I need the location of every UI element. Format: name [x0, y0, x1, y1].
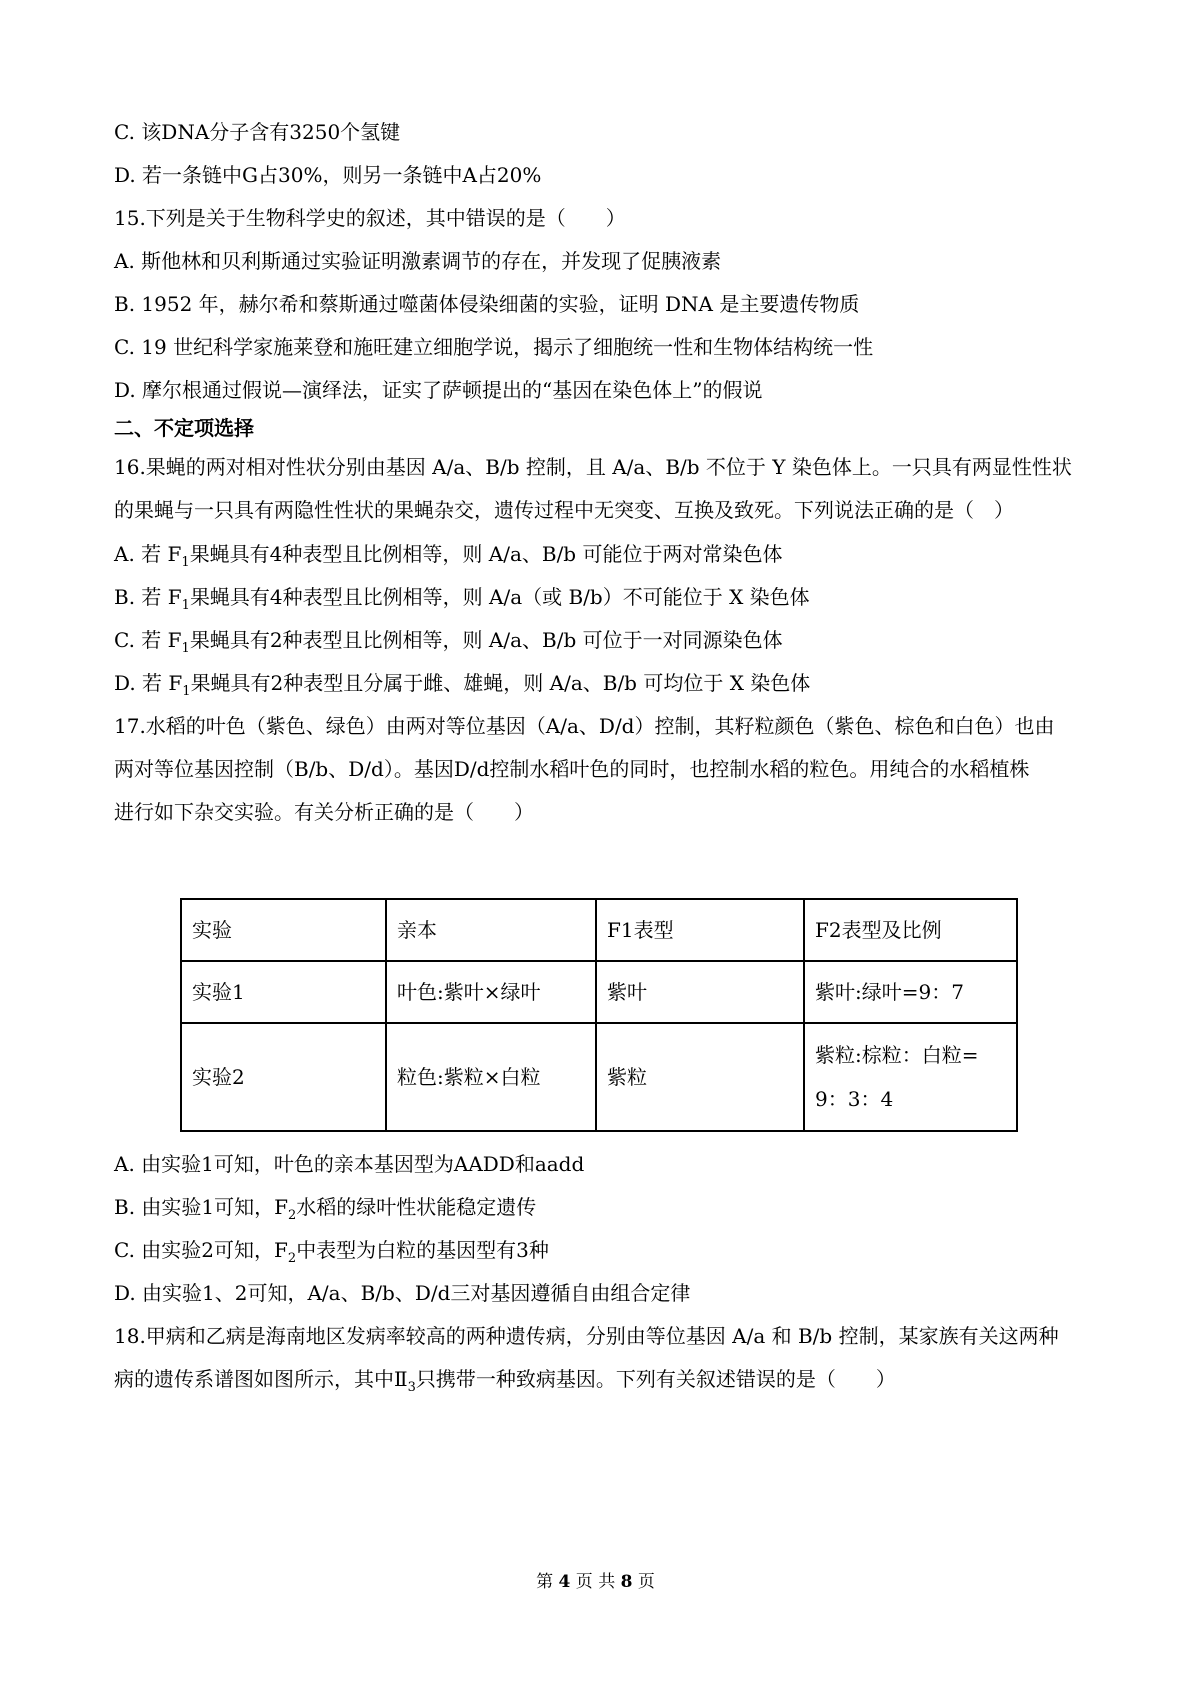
- table-row: [181, 961, 1017, 1023]
- table-cell: 紫叶:绿叶=9：7: [804, 961, 1017, 1023]
- q16-stem-line1: 16.果蝇的两对相对性状分别由基因 A/a、B/b 控制，且 A/a、B/b 不位于 Y 染色体上。一只具有两显性性状: [114, 455, 1072, 479]
- q17-c-post: 中表型为白粒的基因型有3种: [296, 1238, 549, 1262]
- table-cell: 紫叶: [596, 961, 804, 1023]
- table-cell: 紫粒:棕粒：白粒=9：3：4: [804, 1023, 1017, 1131]
- table-header-cell: 亲本: [386, 899, 596, 961]
- q16-stem-line2: 的果蝇与一只具有两隐性性状的果蝇杂交，遗传过程中无突变、互换及致死。下列说法正确的是（ ）: [114, 498, 1014, 522]
- q17-c-pre: C. 由实验2可知，F: [114, 1238, 288, 1262]
- footer-pre: 第: [536, 1572, 554, 1592]
- q16-c-post: 果蝇具有2种表型且比例相等，则 A/a、B/b 可位于一对同源染色体: [189, 628, 783, 652]
- q18-stem-sub: 3: [407, 1380, 416, 1395]
- q16-a-pre: A. 若 F: [114, 542, 182, 566]
- table-cell: 实验1: [181, 961, 386, 1023]
- q15-option-c: C. 19 世纪科学家施莱登和施旺建立细胞学说，揭示了细胞统一性和生物体结构统一性: [114, 335, 874, 359]
- q15-option-a: A. 斯他林和贝利斯通过实验证明激素调节的存在，并发现了促胰液素: [114, 249, 722, 273]
- q16-a-sub: 1: [181, 555, 190, 570]
- q18-stem-pre: 病的遗传系谱图如图所示，其中Ⅱ: [114, 1367, 408, 1391]
- q14-option-d: D. 若一条链中G占30%，则另一条链中A占20%: [114, 163, 542, 187]
- footer-total-pages: 8: [620, 1572, 633, 1592]
- q15-option-d: D. 摩尔根通过假说—演绎法，证实了萨顿提出的“基因在染色体上”的假说: [114, 378, 763, 402]
- q14-option-c: C. 该DNA分子含有3250个氢键: [114, 120, 401, 144]
- q16-b-pre: B. 若 F: [114, 585, 182, 609]
- table-cell: 实验2: [181, 1023, 386, 1131]
- q16-option-a: [114, 540, 1094, 568]
- q17-stem-line2: 两对等位基因控制（B/b、D/d）。基因D/d控制水稻叶色的同时，也控制水稻的粒色。用纯合的水稻植株: [114, 757, 1030, 781]
- q17-stem-line1: 17.水稻的叶色（紫色、绿色）由两对等位基因（A/a、D/d）控制，其籽粒颜色（紫色、棕色和白色）也由: [114, 714, 1055, 738]
- q16-b-post: 果蝇具有4种表型且比例相等，则 A/a（或 B/b）不可能位于 X 染色体: [189, 585, 810, 609]
- table-cell: 粒色:紫粒×白粒: [386, 1023, 596, 1131]
- table-header-row: [181, 899, 1017, 961]
- page-footer: [0, 1570, 1191, 1594]
- q16-c-pre: C. 若 F: [114, 628, 182, 652]
- q18-stem-post: 只携带一种致病基因。下列有关叙述错误的是（ ）: [415, 1367, 896, 1391]
- table-cell: 紫粒: [596, 1023, 804, 1131]
- table-header-cell: F1表型: [596, 899, 804, 961]
- q17-b-sub: 2: [288, 1208, 297, 1223]
- q17-option-a: A. 由实验1可知，叶色的亲本基因型为AADD和aadd: [114, 1152, 585, 1176]
- q18-stem-line1: 18.甲病和乙病是海南地区发病率较高的两种遗传病，分别由等位基因 A/a 和 B/b 控制，某家族有关这两种: [114, 1324, 1059, 1348]
- q18-stem-line2: [114, 1365, 1094, 1393]
- table-header-cell: 实验: [181, 899, 386, 961]
- table-header-cell: F2表型及比例: [804, 899, 1017, 961]
- q17-option-d: D. 由实验1、2可知，A/a、B/b、D/d三对基因遵循自由组合定律: [114, 1281, 691, 1305]
- q16-option-d: [114, 669, 1094, 697]
- q16-d-pre: D. 若 F: [114, 671, 183, 695]
- footer-page-number: 4: [558, 1572, 571, 1592]
- q17-option-b: [114, 1193, 1094, 1221]
- q17-b-pre: B. 由实验1可知，F: [114, 1195, 289, 1219]
- q16-b-sub: 1: [181, 598, 190, 613]
- q16-a-post: 果蝇具有4种表型且比例相等，则 A/a、B/b 可能位于两对常染色体: [189, 542, 783, 566]
- q16-option-b: [114, 583, 1094, 611]
- q16-c-sub: 1: [181, 641, 190, 656]
- q17-stem-line3: 进行如下杂交实验。有关分析正确的是（ ）: [114, 800, 534, 824]
- table-row: [181, 1023, 1017, 1131]
- experiment-table: [180, 898, 1018, 1132]
- q17-b-post: 水稻的绿叶性状能稳定遗传: [296, 1195, 537, 1219]
- q15-stem: 15.下列是关于生物科学史的叙述，其中错误的是（ ）: [114, 206, 626, 230]
- q15-option-b: B. 1952 年，赫尔希和蔡斯通过噬菌体侵染细菌的实验，证明 DNA 是主要遗传物质: [114, 292, 860, 316]
- table-cell: 叶色:紫叶×绿叶: [386, 961, 596, 1023]
- footer-mid: 页 共: [575, 1572, 616, 1592]
- section-heading: 二、不定项选择: [114, 416, 254, 440]
- q17-c-sub: 2: [287, 1251, 297, 1266]
- q16-option-c: [114, 626, 1094, 654]
- q16-d-sub: 1: [182, 684, 191, 699]
- q17-option-c: [114, 1236, 1094, 1264]
- footer-post: 页: [637, 1572, 655, 1592]
- q16-d-post: 果蝇具有2种表型且分属于雌、雄蝇，则 A/a、B/b 可均位于 X 染色体: [190, 671, 811, 695]
